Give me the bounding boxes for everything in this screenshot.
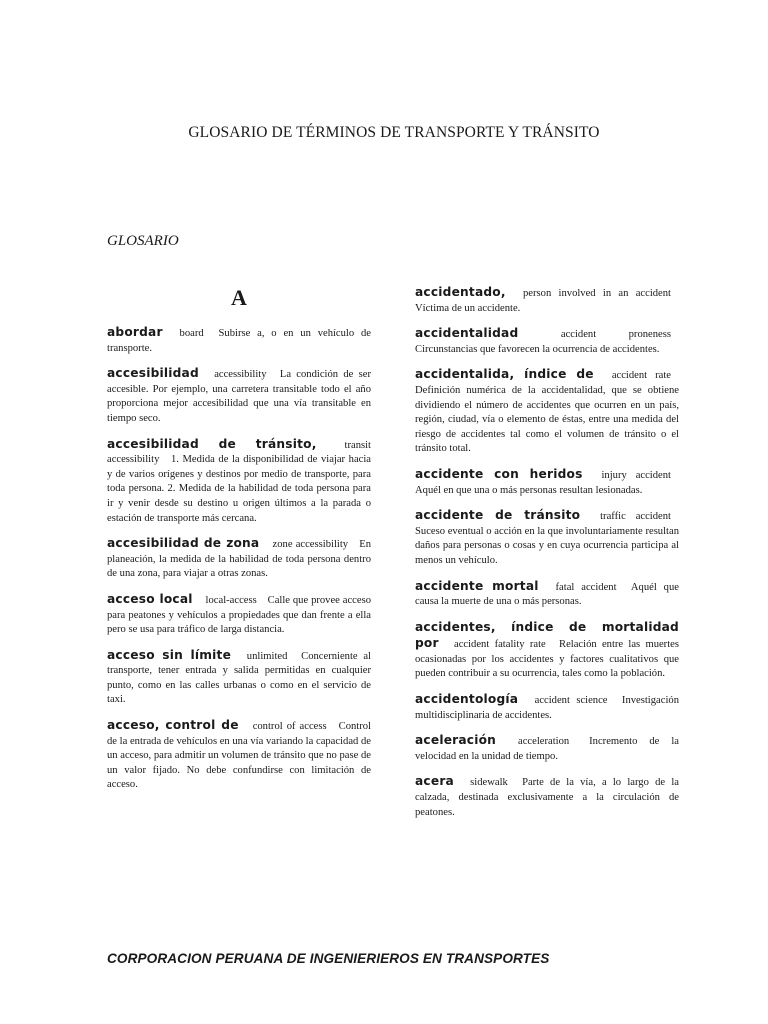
glossary-entry bbox=[107, 536, 371, 582]
entry-english-term: unlimited bbox=[246, 650, 288, 662]
right-entries-list bbox=[415, 285, 679, 820]
entry-definition: Subirse a, o en un vehículo de transporte. bbox=[107, 328, 372, 354]
entry-definition: Calle que provee acceso para peatones y vehículos a propiedades que dan frente a ella pero se usa para tráfico de larga distancia. bbox=[107, 594, 372, 636]
entry-definition: Concerniente al transporte, tener entrada y salida permitidas en cualquier punto, como en las calles urbanas o como en el servicio de taxi. bbox=[107, 650, 371, 706]
entry-definition: Definición numérica de la accidentalidad, que se obtiene dividiendo el número de accidentes que ocurren en un país, región, ciudad, vía o elemento de éstas, entre una medida del riesgo de accidentes tal como el volumen de tránsito o el tránsito total. bbox=[415, 384, 679, 455]
left-column bbox=[107, 285, 371, 803]
entry-english-term: injury accident bbox=[601, 469, 671, 481]
section-letter: A bbox=[231, 285, 247, 310]
glossary-entry bbox=[107, 718, 371, 793]
entry-term: accidentalida, índice de bbox=[415, 367, 594, 382]
entry-english-term: zone accessibility bbox=[272, 539, 349, 551]
glossary-entry bbox=[415, 692, 679, 723]
entry-definition: Incremento de la velocidad en la unidad de tiempo. bbox=[415, 736, 679, 762]
entry-term: acera bbox=[415, 774, 454, 789]
entry-english-term: local-access bbox=[205, 594, 257, 606]
entry-term: accesibilidad de zona bbox=[107, 536, 260, 551]
glossary-entry bbox=[107, 437, 371, 527]
entry-definition: Relación entre las muertes ocasionadas por los accidentes y factores cualitativos que pueden contribuir a su ocurrencia, tales como la población. bbox=[415, 639, 679, 680]
glossary-entry bbox=[415, 326, 679, 357]
entry-term: accesibilidad de tránsito, bbox=[107, 436, 317, 451]
entry-term: accidente mortal bbox=[415, 578, 539, 593]
entry-term: accidentes, índice de mortalidad por bbox=[415, 619, 679, 651]
document-title: GLOSARIO DE TÉRMINOS DE TRANSPORTE Y TRÁNSITO bbox=[188, 124, 600, 141]
entry-english-term: accident science bbox=[534, 695, 608, 707]
entry-term: acceso, control de bbox=[107, 718, 239, 733]
glossary-entry bbox=[415, 774, 679, 820]
entry-term: accidentalidad bbox=[415, 326, 519, 341]
entry-english-term: fatal accident bbox=[555, 581, 617, 593]
entry-english-term: acceleration bbox=[518, 736, 570, 748]
entry-english-term: traffic accident bbox=[600, 511, 671, 523]
entry-definition: En planeación, la medida de la habilidad de toda persona dentro de una zona, para viajar a otras zonas. bbox=[107, 539, 372, 580]
entry-term: accidentología bbox=[415, 692, 519, 707]
glossary-entry bbox=[415, 367, 679, 457]
document-footer: CORPORACION PERUANA DE INGENIERIEROS EN TRANSPORTES bbox=[107, 951, 550, 966]
entry-definition: Circunstancias que favorecen la ocurrencia de accidentes. bbox=[415, 343, 660, 355]
right-column bbox=[415, 285, 679, 830]
entry-english-term: control of access bbox=[252, 721, 327, 733]
entry-definition: Investigación multidisciplinaria de accidentes. bbox=[415, 695, 679, 721]
entry-english-term: accident rate bbox=[611, 370, 671, 382]
entry-term: accidentado, bbox=[415, 285, 506, 299]
entry-english-term: accessibility bbox=[214, 369, 267, 381]
entry-definition: La condición de ser accesible. Por ejemplo, una carretera transitable todo el año proporciona mejor accesibilidad que una vía transitable en tiempo seco. bbox=[107, 369, 371, 424]
entry-term: accidente de tránsito bbox=[415, 508, 581, 523]
entry-term: accidente con heridos bbox=[415, 466, 583, 481]
entry-term: acceso local bbox=[107, 591, 193, 606]
entry-definition: Suceso eventual o acción en la que involuntariamente resultan daños para personas o cosas y en cuya ocurrencia participa al menos un vehículo. bbox=[415, 525, 679, 566]
glossary-entry bbox=[107, 592, 371, 638]
entry-definition: Control de la entrada de vehículos en una vía variando la capacidad de un acceso, para admitir un volumen de tránsito que no pase de un valor fijado. No debe confundirse con limitación de acceso. bbox=[107, 721, 371, 791]
entry-definition: Aquél en que una o más personas resultan lesionadas. bbox=[415, 484, 643, 496]
section-label: GLOSARIO bbox=[107, 233, 179, 249]
glossary-entry bbox=[415, 467, 679, 498]
glossary-entry bbox=[415, 579, 679, 610]
entry-term: accesibilidad bbox=[107, 366, 199, 381]
entry-english-term: accident fatality rate bbox=[454, 639, 546, 651]
glossary-entry bbox=[415, 285, 679, 316]
entry-definition: Aquél que causa la muerte de una o más personas. bbox=[415, 581, 679, 608]
entry-term: abordar bbox=[107, 325, 163, 339]
entry-definition: 1. Medida de la disponibilidad de viajar hacia y de varios orígenes y destinos por medio de transporte, para toda persona. 2. Medida de la habilidad de toda persona para ir y venir desde su destino u origen últimos a la parada o estación de transporte más cercana. bbox=[107, 454, 371, 524]
entry-english-term: transit accessibility bbox=[107, 439, 371, 466]
glossary-entry bbox=[415, 508, 679, 568]
entry-english-term: accident proneness bbox=[560, 329, 671, 341]
entry-term: acceso sin límite bbox=[107, 647, 232, 662]
glossary-entry bbox=[415, 733, 679, 764]
entry-term: aceleración bbox=[415, 733, 497, 748]
entry-english-term: person involved in an accident bbox=[523, 288, 671, 299]
entry-definition: Víctima de un accidente. bbox=[415, 302, 521, 314]
entry-definition: Parte de la vía, a lo largo de la calzada, destinada exclusivamente a la circulación de peatones. bbox=[415, 777, 679, 818]
entry-english-term: sidewalk bbox=[470, 777, 508, 789]
glossary-entry bbox=[107, 325, 371, 356]
left-entries-list bbox=[107, 325, 371, 793]
glossary-entry bbox=[107, 648, 371, 708]
entry-english-term: board bbox=[179, 328, 204, 339]
glossary-entry bbox=[107, 366, 371, 426]
glossary-entry bbox=[415, 620, 679, 682]
